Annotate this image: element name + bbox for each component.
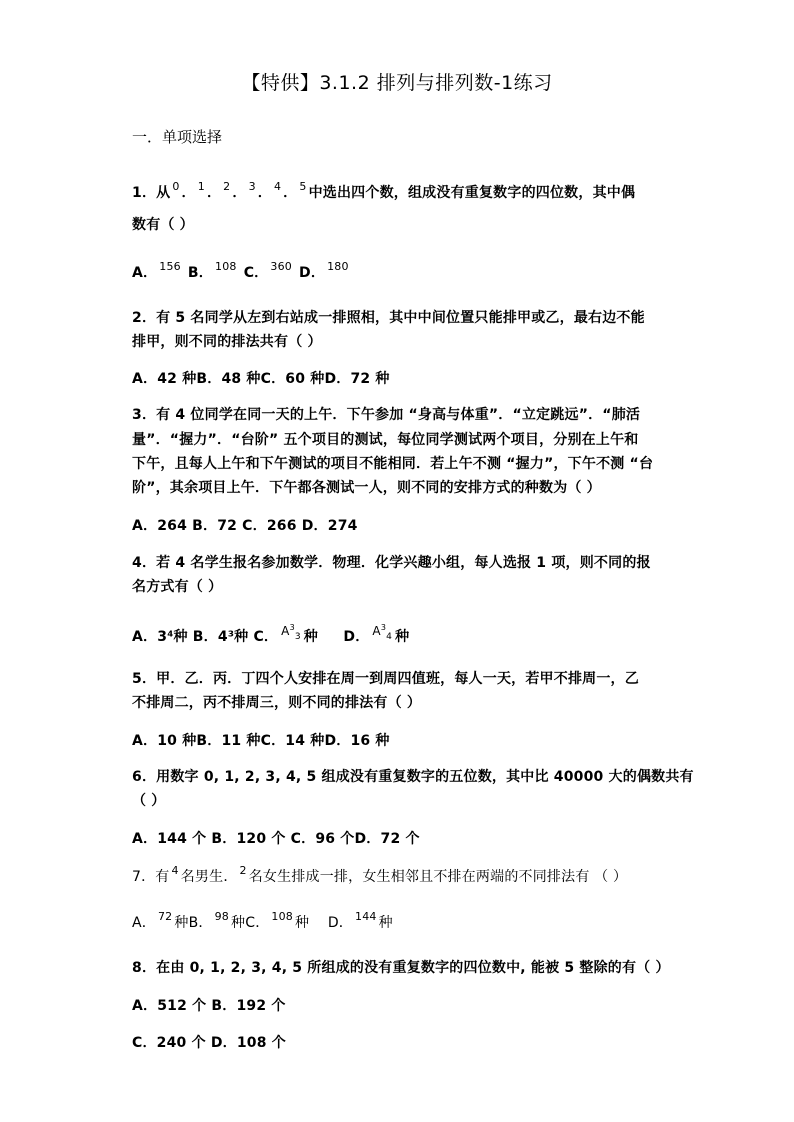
option-c-value: 360 (270, 260, 292, 273)
question-text: 名女生排成一排，女生相邻且不排在两端的不同排法有 （ ） (248, 869, 628, 885)
question-3-options: A．264 B．72 C．266 D．274 (132, 518, 358, 534)
question-text: 名男生． (180, 869, 238, 885)
digit: 3 (248, 180, 256, 193)
question-7-options: A． $^{72}$ 种B． $^{98}$ 种C． $^{108}$ 种 D． $^{144}$ 种 (132, 910, 393, 931)
question-2-line-1: 2．有 5 名同学从左到右站成一排照相，其中中间位置只能排甲或乙，最右边不能 (132, 310, 645, 326)
option-d-value: 180 (327, 260, 349, 273)
digit: 4 (273, 180, 282, 193)
question-6-line-1: 6．用数字 0, 1, 2, 3, 4, 5 组成没有重复数字的五位数，其中比 40000 大的偶数共有 (132, 769, 694, 785)
question-3-line-1: 3．有 4 位同学在同一天的上午．下午参加 “身高与体重”．“立定跳远”．“肺活 (132, 407, 641, 423)
count: 2 (239, 864, 247, 877)
count: 4 (171, 864, 179, 877)
question-text: 7．有 (132, 869, 170, 885)
option-b-value: 108 (215, 260, 237, 273)
question-6-options: A．144 个 B．120 个 C．96 个D．72 个 (132, 831, 420, 847)
page-title: 【特供】3.1.2 排列与排列数-1练习 (241, 72, 553, 94)
section-heading: 一．单项选择 (132, 128, 223, 146)
digit: 2 (223, 180, 231, 193)
option-d-value: 144 (355, 910, 377, 923)
question-3-line-2: 量”．“握力”．“台阶” 五个项目的测试，每位同学测试两个项目，分别在上午和 (132, 432, 639, 448)
question-8-options-2: C．240 个 D．108 个 (132, 1035, 286, 1051)
question-2-options: A．42 种B．48 种C．60 种D．72 种 (132, 371, 390, 387)
option-c-value: 108 (271, 910, 294, 923)
question-3-line-4: 阶”，其余项目上午．下午都各测试一人，则不同的安排方式的种数为（ ） (132, 480, 601, 496)
separator: ． (181, 185, 196, 201)
question-5-options: A．10 种B．11 种C．14 种D．16 种 (132, 733, 390, 749)
question-4-options: A．3⁴种 B．4³种 C． $A^3_3$ 种 D． $A^3_4$ 种 (132, 623, 410, 645)
option-a-value: 156 (159, 260, 181, 273)
separator: ． (206, 185, 222, 201)
question-7-line-1 (132, 866, 627, 886)
question-8-line-1: 8．在由 0, 1, 2, 3, 4, 5 所组成的没有重复数字的四位数中, 能被 5 整除的有（ ） (132, 960, 670, 976)
question-3-line-3: 下午，且每人上午和下午测试的项目不能相同．若上午不测 “握力”，下午不测 “台 (132, 456, 654, 472)
question-5-line-1: 5．甲．乙．丙．丁四个人安排在周一到周四值班，每人一天，若甲不排周一，乙 (132, 671, 639, 687)
option-c-label: C． (253, 629, 279, 645)
question-5-line-2: 不排周二，丙不排周三，则不同的排法有（ ） (132, 695, 422, 711)
question-1-line-1 (132, 182, 635, 202)
option-d-unit: 种 (395, 629, 410, 645)
question-1-line-2: 数有（ ） (132, 217, 194, 233)
question-1-number: 1．从 (132, 185, 171, 201)
option-d-label: D． (343, 629, 370, 645)
option-b-value: 98 (214, 910, 230, 923)
option-b-value: 4³种 (217, 629, 249, 645)
question-text: 中选出四个数，组成没有重复数字的四位数，其中偶 (308, 185, 636, 201)
digit: 5 (299, 180, 307, 193)
permutation-symbol: $A^3_4$ (372, 623, 393, 642)
permutation-symbol: $A^3_3$ (281, 623, 301, 642)
option-a-value: 3⁴种 (157, 629, 188, 645)
question-4-line-1: 4．若 4 名学生报名参加数学．物理．化学兴趣小组，每人选报 1 项，则不同的报 (132, 555, 651, 571)
option-c-unit: 种 (303, 629, 318, 645)
question-1-options: A． $^{156}$ B． $^{108}$ C． $^{360}$ D． $^{180}$ (132, 260, 349, 281)
digit: 0 (172, 180, 180, 193)
separator: ． (283, 185, 298, 201)
question-8-options-1: A．512 个 B．192 个 (132, 998, 286, 1014)
separator: ． (257, 185, 272, 201)
question-6-line-2: （ ） (132, 793, 166, 809)
option-a-value: 72 (157, 910, 173, 923)
question-4-line-2: 名方式有（ ） (132, 579, 223, 595)
digit: 1 (197, 180, 205, 193)
question-2-line-2: 排甲，则不同的排法共有（ ） (132, 334, 322, 350)
separator: ． (232, 185, 247, 201)
